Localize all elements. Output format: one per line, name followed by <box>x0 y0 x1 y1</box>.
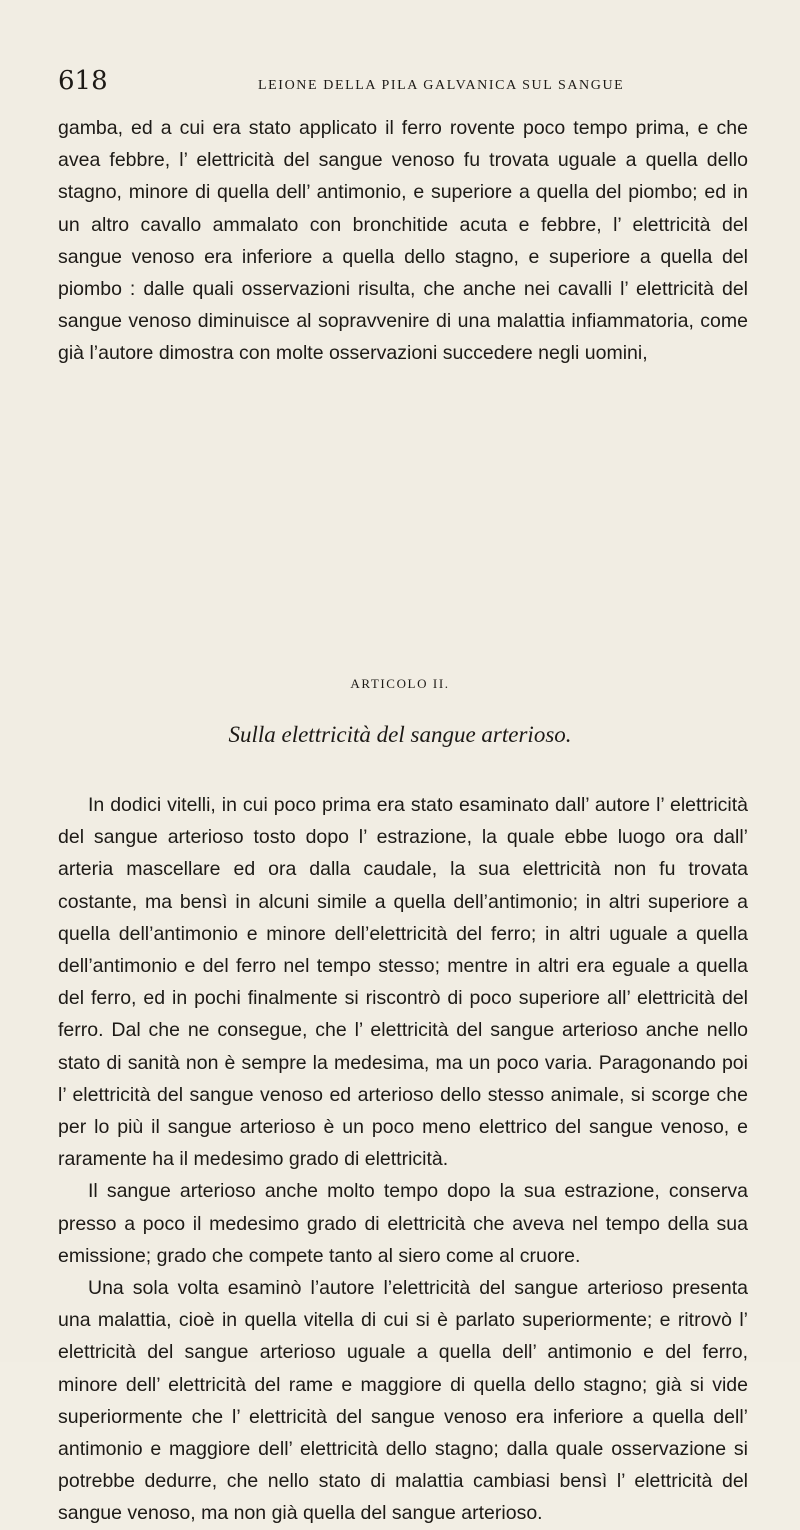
section-title: Sulla elettricità del sangue arterioso. <box>228 722 572 747</box>
running-head: LEIONE DELLA PILA GALVANICA SUL SANGUE <box>258 78 625 93</box>
page-number: 618 <box>58 66 108 96</box>
page-header <box>58 66 758 102</box>
article-label: ARTICOLO II. <box>350 676 450 691</box>
paragraph: In dodici vitelli, in cui poco prima era stato esaminato dall’ autore l’ elettricità del sangue arterioso tosto dopo l’ estrazione, la quale ebbe luogo ora dall’ arteria mascellare ed ora dalla caudale, la sua elettricità non fu trovata costante, ma bensì in alcuni simile a quella dell’antimonio; in altri superiore a quella dell’antimonio e minore dell’elettricità del ferro; in altri uguale a quella dell’antimonio e del ferro nel tempo stesso; mentre in altri era eguale a quella del ferro, ed in pochi finalmente si riscontrò di poco superiore all’ elettricità del ferro. Dal che ne consegue, che l’ elettricità del sangue arterioso anche nello stato di sanità non è sempre la medesima, ma un poco varia. Paragonando poi l’ elettricità del sangue venoso ed arterioso dello stesso animale, si scorge che per lo più il sangue arterioso è un poco meno elettrico del sangue venoso, e raramente ha il medesimo grado di elettricità. <box>58 794 748 1171</box>
body-text-top <box>58 112 748 370</box>
paragraph: Il sangue arterioso anche molto tempo dopo la sua estrazione, conserva presso a poco il medesimo grado di elettricità che aveva nel tempo della sua emissione; grado che compete tanto al siero come al cruore. <box>58 1180 748 1267</box>
paragraph: gamba, ed a cui era stato applicato il ferro rovente poco tempo prima, e che avea febbre, l’ elettricità del sangue venoso fu trovata uguale a quella dello stagno, minore di quella dell’ antimonio, e superiore a quella del piombo; ed in un altro cavallo ammalato con bronchitide acuta e febbre, l’ elettricità del sangue venoso era inferiore a quella dello stagno, e superiore a quella del piombo : dalle quali osservazioni risulta, che anche nei cavalli l’ elettricità del sangue venoso diminuisce al sopravvenire di una malattia infiammatoria, come già l’autore dimostra con molte osservazioni succedere negli uomini, <box>58 117 748 365</box>
paragraph: Una sola volta esaminò l’autore l’elettricità del sangue arterioso presenta una malattia, cioè in quella vitella di cui si è parlato superiormente; e ritrovò l’ elettricità del sangue arterioso uguale a quella dell’ antimonio e del ferro, minore dell’ elettricità del rame e maggiore di quella dello stagno; già si vide superiormente che l’ elettricità del sangue venoso era inferiore a quella dell’ antimonio e maggiore dell’ elettricità dello stagno; dalla quale osservazione si potrebbe dedurre, che nello stato di malattia cambiasi bensì l’ elettricità del sangue venoso, ma non già quella del sangue arterioso. <box>58 1277 748 1525</box>
body-text-bottom <box>58 789 748 1530</box>
